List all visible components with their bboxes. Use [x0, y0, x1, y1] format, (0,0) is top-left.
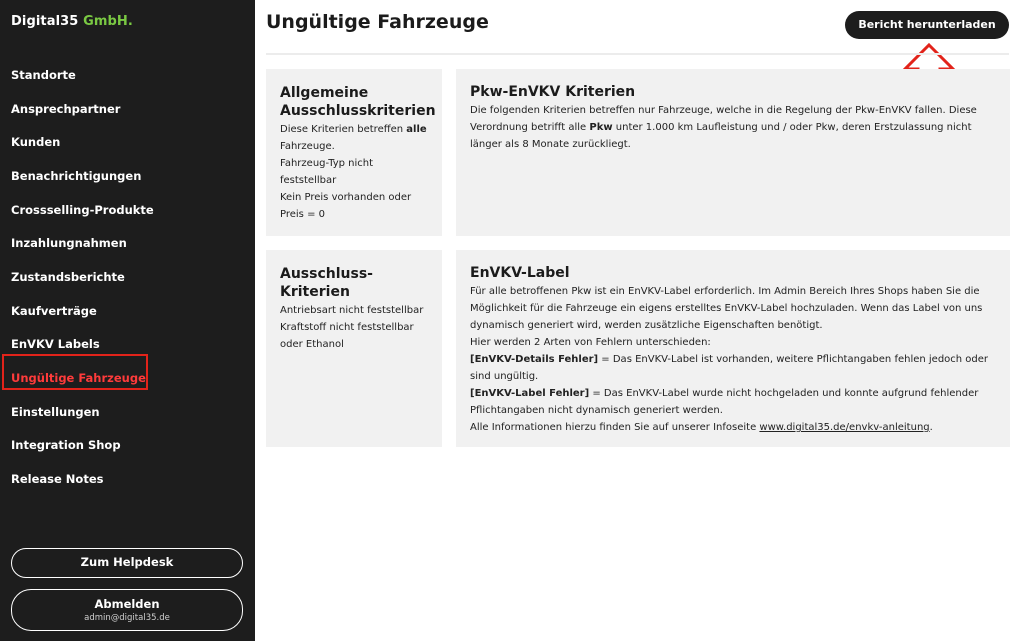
info-text: Alle Informationen hierzu finden Sie auf unserer Infoseite www.digital35.de/envkv-anleitung. [470, 422, 933, 433]
sidebar-item-kaufvertraege[interactable]: Kaufverträge [11, 303, 97, 318]
sidebar-item-envkv-labels[interactable]: EnVKV Labels [11, 337, 100, 352]
helpdesk-button[interactable]: Zum Helpdesk [11, 548, 243, 578]
card-title: Pkw-EnVKV Kriterien [470, 84, 636, 100]
logo-suffix: GmbH. [83, 14, 133, 29]
criterion-fuel: Kraftstoff nicht feststellbar oder Ethanol [280, 322, 414, 350]
criterion-vehicle-type: Fahrzeug-Typ nicht feststellbar [280, 158, 374, 186]
sidebar-item-crossselling[interactable]: Crossselling-Produkte [11, 202, 154, 217]
sidebar-nav [0, 58, 255, 496]
card-text: Die folgenden Kriterien betreffen nur Fahrzeuge, welche in die Regelung der Pkw-EnVKV fallen. Diese Verordnung betrifft alle Pkw unter 1.000 km Laufleistung und / oder Pkw, deren Erstzulassung nicht länger als 8 Monate zurückliegt. [470, 105, 977, 150]
logout-button[interactable] [11, 589, 243, 631]
logo-name: Digital35 [11, 14, 79, 29]
logo[interactable] [11, 14, 133, 29]
sidebar-item-benachrichtigungen[interactable]: Benachrichtigungen [11, 168, 142, 183]
card-title: Ausschluss-Kriterien [280, 266, 373, 300]
card-pkw-envkv [456, 69, 1010, 236]
criterion-price: Kein Preis vorhanden oder Preis = 0 [280, 192, 412, 220]
sidebar-item-einstellungen[interactable]: Einstellungen [11, 404, 100, 419]
card-text: Hier werden 2 Arten von Fehlern unterschieden: [470, 337, 711, 348]
sidebar-item-release-notes[interactable]: Release Notes [11, 472, 104, 487]
info-link[interactable]: www.digital35.de/envkv-anleitung [759, 422, 930, 433]
card-text: Diese Kriterien betreffen alle Fahrzeuge. [280, 124, 427, 152]
user-email: admin@digital35.de [84, 613, 170, 623]
sidebar-item-ungueltige-fahrzeuge[interactable]: Ungültige Fahrzeuge [11, 371, 146, 386]
sidebar-item-zustandsberichte[interactable]: Zustandsberichte [11, 269, 125, 284]
sidebar-item-integration-shop[interactable]: Integration Shop [11, 438, 121, 453]
logout-label: Abmelden [94, 597, 160, 611]
card-text: Für alle betroffenen Pkw ist ein EnVKV-Label erforderlich. Im Admin Bereich Ihres Shops haben Sie die Möglichkeit für die Fahrzeuge ein eigens erstelltes EnVKV-Label hochzuladen. Wenn das Label von uns dynamisch generiert wird, werden zusätzliche Eigenschaften benötigt. [470, 286, 983, 331]
criterion-drive-type: Antriebsart nicht feststellbar [280, 305, 424, 316]
error-type-label: [EnVKV-Label Fehler] = Das EnVKV-Label wurde nicht hochgeladen und konnte aufgrund fehlender Pflichtangaben nicht dynamisch generiert werden. [470, 388, 979, 416]
sidebar-item-inzahlungnahmen[interactable]: Inzahlungnahmen [11, 236, 127, 251]
sidebar-item-kunden[interactable]: Kunden [11, 135, 61, 150]
sidebar [0, 0, 255, 641]
card-envkv-label [456, 250, 1010, 447]
page-title: Ungültige Fahrzeuge [266, 11, 489, 33]
card-exclusion-criteria [266, 250, 442, 447]
main-content [255, 0, 1024, 641]
card-title: Allgemeine Ausschlusskriterien [280, 85, 436, 119]
error-type-details: [EnVKV-Details Fehler] = Das EnVKV-Label ist vorhanden, weitere Pflichtangaben fehlen jedoch oder sind ungültig. [470, 354, 989, 382]
sidebar-item-standorte[interactable]: Standorte [11, 67, 76, 82]
header-divider [266, 53, 1009, 55]
sidebar-item-ansprechpartner[interactable]: Ansprechpartner [11, 101, 121, 116]
card-title: EnVKV-Label [470, 265, 570, 281]
download-report-button[interactable]: Bericht herunterladen [845, 11, 1009, 39]
card-general-criteria [266, 69, 442, 236]
